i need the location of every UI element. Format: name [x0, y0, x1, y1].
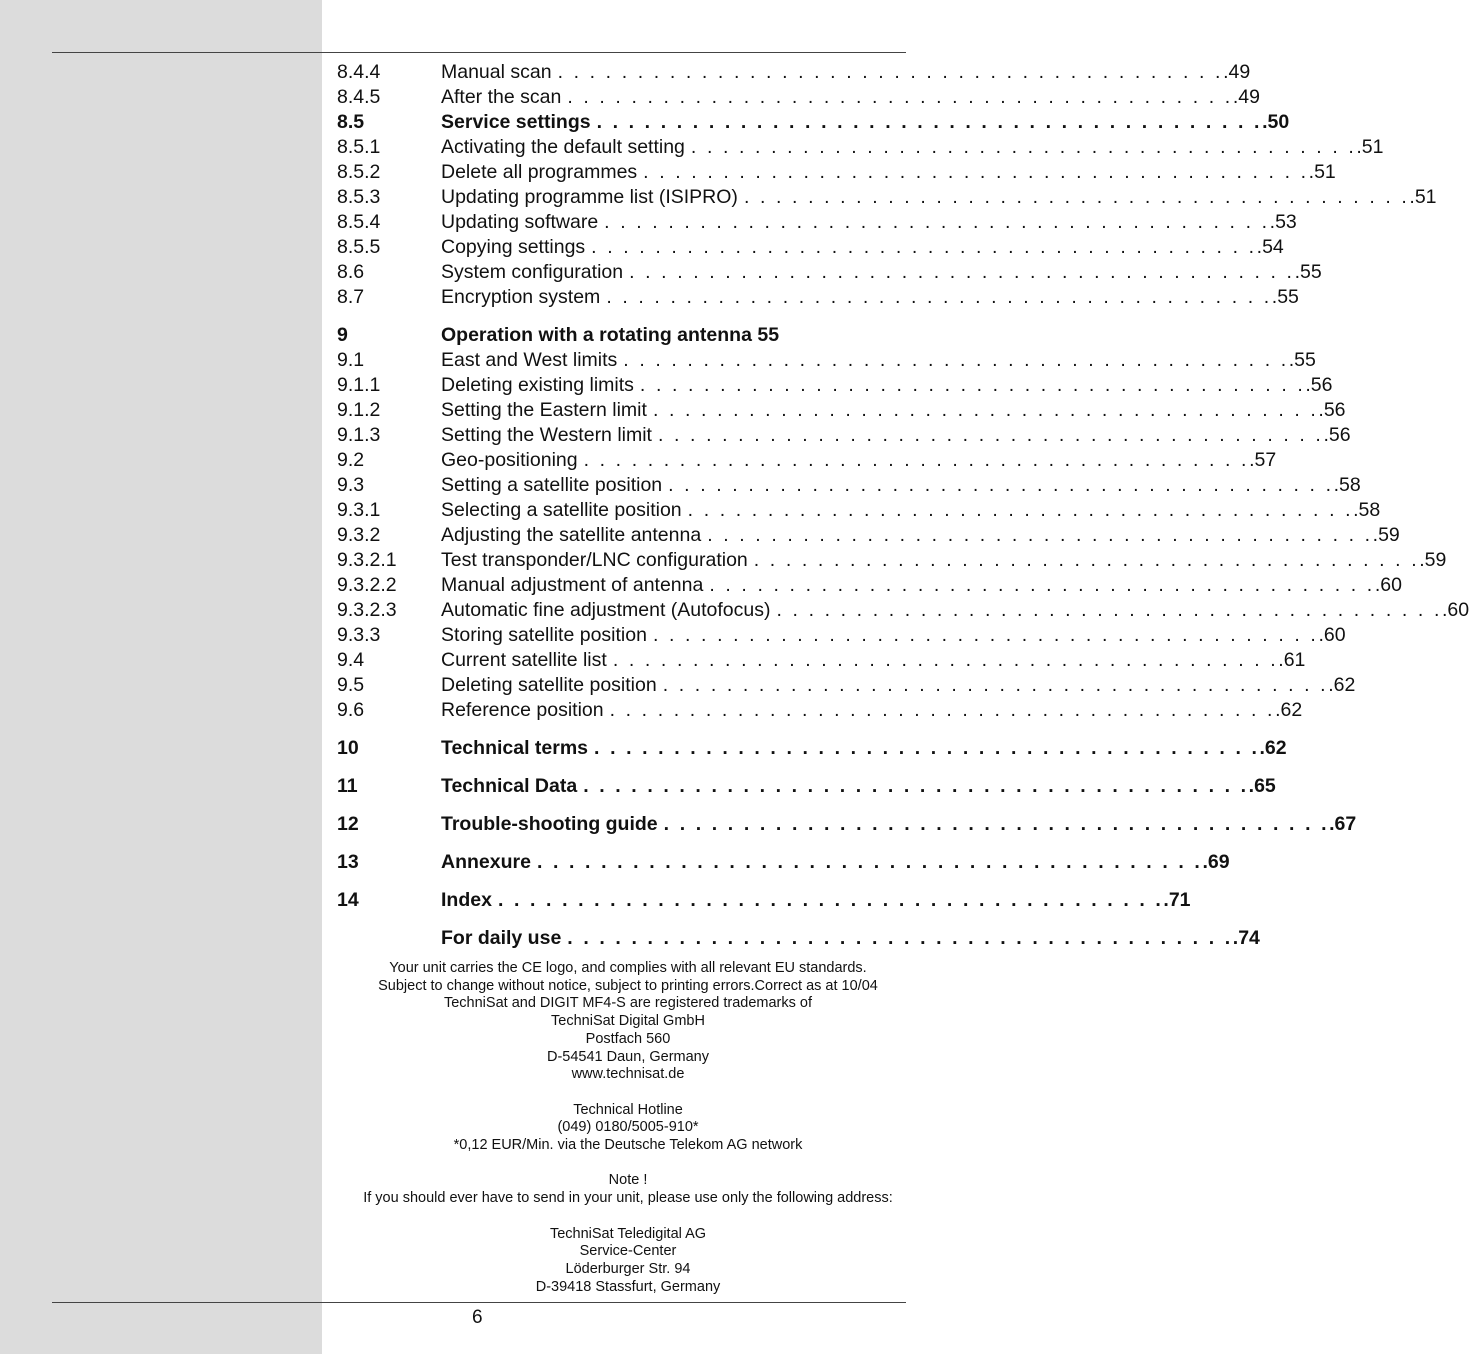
toc-entry-number: 8.6 [337, 261, 365, 283]
toc-entry-number: 9.3.2.2 [337, 574, 397, 596]
toc-entry-title: Storing satellite position [441, 624, 647, 646]
toc-entry-title: Deleting existing limits [441, 374, 634, 396]
toc-leader-dots: . . . . . . . . . . . . . . . . . . . . . . . . . . . . . . . . . . . . . . . . . . [652, 624, 1319, 646]
toc-entry-title: Annexure [441, 851, 531, 873]
toc-entry-page: .61 [1278, 649, 1306, 671]
toc-entry-page: .58 [1333, 474, 1361, 496]
toc-entry-page: .67 [1329, 813, 1357, 835]
toc-entry-number: 9.1 [337, 349, 365, 371]
toc-entry [337, 598, 1469, 623]
toc-leader-dots: . . . . . . . . . . . . . . . . . . . . . . . . . . . . . . . . . . . . . . . . . . [606, 286, 1272, 308]
toc-leader-dots: . . . . . . . . . . . . . . . . . . . . . . . . . . . . . . . . . . . . . . . . . . [709, 574, 1375, 596]
section-gap [337, 723, 857, 736]
toc-entry [337, 774, 1276, 799]
toc-entry-page: .54 [1256, 236, 1284, 258]
toc-entry-title: Operation with a rotating antenna 55 [441, 324, 780, 346]
toc-entry-number: 14 [337, 889, 359, 911]
footer-line: Technical Hotline [573, 1101, 683, 1118]
toc-leader-dots: . . . . . . . . . . . . . . . . . . . . . . . . . . . . . . . . . . . . . . . . . . [596, 111, 1263, 133]
toc-leader-dots: . . . . . . . . . . . . . . . . . . . . . . . . . . . . . . . . . . . . . . . . . . [663, 813, 1330, 835]
toc-entry-number: 8.4.5 [337, 86, 381, 108]
toc-entry-page: .55 [1294, 261, 1322, 283]
toc-leader-dots: . . . . . . . . . . . . . . . . . . . . . . . . . . . . . . . . . . . . . . . . . . [743, 186, 1410, 208]
toc-entry [337, 160, 1336, 185]
toc-entry-title: Setting the Western limit [441, 424, 652, 446]
toc-entry-number: 9 [337, 324, 348, 346]
toc-entry-title: Copying settings [441, 236, 586, 258]
footer-line: TechniSat and DIGIT MF4-S are registered trademarks of [443, 995, 813, 1012]
toc-entry [337, 323, 857, 348]
toc-entry-number: 9.3.2 [337, 524, 381, 546]
toc-entry-number: 13 [337, 851, 359, 873]
section-gap [337, 875, 857, 888]
toc-entry-page: .62 [1328, 674, 1356, 696]
toc-entry-number: 8.5.3 [337, 186, 381, 208]
footer-line [322, 1155, 934, 1173]
toc-entry [337, 210, 1297, 235]
footer-line: D-54541 Daun, Germany [547, 1048, 709, 1065]
toc-entry-page: .58 [1353, 499, 1381, 521]
toc-entry-number: 8.5.1 [337, 136, 381, 158]
toc-leader-dots: . . . . . . . . . . . . . . . . . . . . . . . . . . . . . . . . . . . . . . . . . . [643, 161, 1309, 183]
toc-entry-number: 9.1.3 [337, 424, 381, 446]
toc-entry-page: .60 [1441, 599, 1469, 621]
toc-entry-page: .53 [1269, 211, 1297, 233]
toc-entry [337, 185, 1437, 210]
toc-entry-number: 9.1.1 [337, 374, 381, 396]
footer-line: Löderburger Str. 94 [565, 1260, 691, 1277]
toc-entry [337, 85, 1260, 110]
footer-line [322, 1084, 934, 1102]
toc-leader-dots: . . . . . . . . . . . . . . . . . . . . . . . . . . . . . . . . . . . . . . . . . . [612, 649, 1279, 671]
toc-entry-number: 9.3.2.3 [337, 599, 397, 621]
toc-entry-page: .62 [1275, 699, 1303, 721]
toc-entry-page: .57 [1249, 449, 1277, 471]
footer-line: TechniSat Digital GmbH [551, 1013, 705, 1030]
footer-line [322, 1208, 934, 1226]
footer-line: Subject to change without notice, subject to printing errors.Correct as at 10/04 [378, 977, 878, 994]
section-gap [337, 799, 857, 812]
toc-entry-number: 9.4 [337, 649, 365, 671]
toc-entry-page: .50 [1262, 111, 1290, 133]
toc-entry-title: Trouble-shooting guide [441, 813, 658, 835]
toc-entry [337, 523, 1400, 548]
toc-entry-number: 9.2 [337, 449, 365, 471]
toc-entry-number: 9.3.2.1 [337, 549, 397, 571]
toc-entry-title: After the scan [441, 86, 562, 108]
toc-leader-dots: . . . . . . . . . . . . . . . . . . . . . . . . . . . . . . . . . . . . . . . . . . [497, 889, 1164, 911]
toc-entry-title: Test transponder/LNC configuration [441, 549, 748, 571]
toc-entry-title: East and West limits [441, 349, 618, 371]
table-of-contents [337, 60, 1469, 951]
toc-entry-page: .62 [1259, 737, 1287, 759]
footer-line: Your unit carries the CE logo, and complies with all relevant EU standards. [389, 960, 867, 976]
toc-entry-title: For daily use [441, 927, 562, 949]
toc-leader-dots: . . . . . . . . . . . . . . . . . . . . . . . . . . . . . . . . . . . . . . . . . . [707, 524, 1373, 546]
toc-entry-title: Current satellite list [441, 649, 607, 671]
toc-entry-title: Setting the Eastern limit [441, 399, 647, 421]
toc-entry-number: 9.5 [337, 674, 365, 696]
toc-leader-dots: . . . . . . . . . . . . . . . . . . . . . . . . . . . . . . . . . . . . . . . . . . [583, 775, 1249, 797]
footer-line: *0,12 EUR/Min. via the Deutsche Telekom AG network [453, 1137, 803, 1154]
toc-entry [337, 60, 1251, 85]
toc-entry-page: .59 [1419, 549, 1447, 571]
toc-entry-number: 8.4.4 [337, 61, 381, 83]
toc-entry-title: Setting a satellite position [441, 474, 663, 496]
toc-entry-number: 9.3 [337, 474, 365, 496]
footer-line: TechniSat Teledigital AG [549, 1225, 707, 1242]
toc-entry-number: 9.3.1 [337, 499, 381, 521]
toc-entry [337, 812, 1357, 837]
toc-entry-title: Deleting satellite position [441, 674, 657, 696]
toc-entry-number: 8.5 [337, 111, 365, 133]
toc-entry-title: System configuration [441, 261, 624, 283]
toc-entry-page: .60 [1374, 574, 1402, 596]
toc-leader-dots: . . . . . . . . . . . . . . . . . . . . . . . . . . . . . . . . . . . . . . . . . . [604, 211, 1270, 233]
toc-entry-number: 12 [337, 813, 359, 835]
toc-entry-number: 8.7 [337, 286, 365, 308]
toc-leader-dots: . . . . . . . . . . . . . . . . . . . . . . . . . . . . . . . . . . . . . . . . . . [662, 674, 1329, 696]
toc-leader-dots: . . . . . . . . . . . . . . . . . . . . . . . . . . . . . . . . . . . . . . . . . . [567, 927, 1233, 949]
toc-entry-number: 9.3.3 [337, 624, 381, 646]
toc-entry-page: .60 [1318, 624, 1346, 646]
toc-leader-dots: . . . . . . . . . . . . . . . . . . . . . . . . . . . . . . . . . . . . . . . . . . [609, 699, 1276, 721]
toc-entry-number: 8.5.5 [337, 236, 381, 258]
footer-line: If you should ever have to send in your unit, please use only the following address: [363, 1190, 893, 1207]
toc-entry [337, 548, 1447, 573]
toc-entry-title: Activating the default setting [441, 136, 685, 158]
toc-leader-dots: . . . . . . . . . . . . . . . . . . . . . . . . . . . . . . . . . . . . . . . . . . [652, 399, 1319, 421]
toc-leader-dots: . . . . . . . . . . . . . . . . . . . . . . . . . . . . . . . . . . . . . . . . . . [629, 261, 1295, 283]
toc-entry-title: Manual scan [441, 61, 552, 83]
footer-line: Postfach 560 [585, 1030, 671, 1047]
toc-entry-title: Updating software [441, 211, 599, 233]
top-rule [52, 52, 906, 53]
toc-entry-page: .56 [1318, 399, 1346, 421]
toc-entry [337, 473, 1361, 498]
toc-entry-page: .59 [1372, 524, 1400, 546]
toc-leader-dots: . . . . . . . . . . . . . . . . . . . . . . . . . . . . . . . . . . . . . . . . . . [690, 136, 1357, 158]
toc-entry-page: .51 [1356, 136, 1384, 158]
toc-entry-page: .51 [1409, 186, 1437, 208]
toc-entry-title: Index [441, 889, 492, 911]
toc-entry-title: Service settings [441, 111, 591, 133]
toc-entry-title: Automatic fine adjustment (Autofocus) [441, 599, 771, 621]
toc-entry [337, 673, 1356, 698]
toc-entry-title: Technical terms [441, 737, 589, 759]
toc-entry-page: .71 [1163, 889, 1191, 911]
toc-entry-number: 8.5.2 [337, 161, 381, 183]
toc-entry-number: 10 [337, 737, 359, 759]
toc-entry-page: .51 [1308, 161, 1336, 183]
toc-entry [337, 736, 1287, 761]
section-gap [337, 761, 857, 774]
toc-entry [337, 135, 1384, 160]
toc-entry [337, 285, 1299, 310]
toc-leader-dots: . . . . . . . . . . . . . . . . . . . . . . . . . . . . . . . . . . . . . . . . . . [567, 86, 1233, 108]
toc-leader-dots: . . . . . . . . . . . . . . . . . . . . . . . . . . . . . . . . . . . . . . . . . . [657, 424, 1324, 446]
toc-leader-dots: . . . . . . . . . . . . . . . . . . . . . . . . . . . . . . . . . . . . . . . . . . [776, 599, 1442, 621]
toc-entry-title: Encryption system [441, 286, 601, 308]
footer-line: D-39418 Stassfurt, Germany [535, 1278, 721, 1295]
toc-leader-dots: . . . . . . . . . . . . . . . . . . . . . . . . . . . . . . . . . . . . . . . . . . [591, 236, 1257, 258]
toc-entry-page: .49 [1223, 61, 1251, 83]
toc-entry-title: Geo-positioning [441, 449, 578, 471]
toc-entry-number: 9.6 [337, 699, 365, 721]
toc-leader-dots: . . . . . . . . . . . . . . . . . . . . . . . . . . . . . . . . . . . . . . . . . . [557, 61, 1224, 83]
toc-entry-title: Adjusting the satellite antenna [441, 524, 702, 546]
toc-entry-number: 9.1.2 [337, 399, 381, 421]
toc-entry-page: .74 [1232, 927, 1260, 949]
toc-entry-page: .69 [1202, 851, 1230, 873]
gray-side-panel [0, 0, 322, 1354]
toc-entry-title: Delete all programmes [441, 161, 638, 183]
toc-entry-page: .55 [1288, 349, 1316, 371]
toc-leader-dots: . . . . . . . . . . . . . . . . . . . . . . . . . . . . . . . . . . . . . . . . . . [623, 349, 1289, 371]
toc-entry-title: Updating programme list (ISIPRO) [441, 186, 738, 208]
toc-entry [337, 110, 1290, 135]
toc-entry [337, 373, 1333, 398]
footer-line: Note ! [608, 1172, 648, 1189]
toc-entry-page: .56 [1305, 374, 1333, 396]
toc-entry-title: Technical Data [441, 775, 578, 797]
page-number: 6 [472, 1307, 483, 1328]
toc-entry-page: .65 [1248, 775, 1276, 797]
footer-line: (049) 0180/5005-910* [557, 1119, 699, 1136]
footer-line: www.technisat.de [571, 1066, 685, 1083]
toc-leader-dots: . . . . . . . . . . . . . . . . . . . . . . . . . . . . . . . . . . . . . . . . . . [668, 474, 1334, 496]
toc-entry-number: 8.5.4 [337, 211, 381, 233]
toc-entry [337, 888, 1191, 913]
toc-entry [337, 648, 1306, 673]
toc-entry [337, 573, 1402, 598]
footer-line: Service-Center [579, 1243, 677, 1260]
toc-entry-title: Selecting a satellite position [441, 499, 682, 521]
toc-entry-number: 11 [337, 775, 358, 797]
toc-entry [337, 448, 1277, 473]
toc-leader-dots: . . . . . . . . . . . . . . . . . . . . . . . . . . . . . . . . . . . . . . . . . . [639, 374, 1306, 396]
toc-entry [337, 398, 1346, 423]
toc-entry-title: Reference position [441, 699, 604, 721]
toc-leader-dots: . . . . . . . . . . . . . . . . . . . . . . . . . . . . . . . . . . . . . . . . . . [583, 449, 1250, 471]
toc-entry [337, 926, 1260, 951]
toc-leader-dots: . . . . . . . . . . . . . . . . . . . . . . . . . . . . . . . . . . . . . . . . . . [594, 737, 1260, 759]
toc-entry-page: .55 [1271, 286, 1299, 308]
toc-entry [337, 235, 1284, 260]
toc-entry [337, 348, 1316, 373]
toc-entry [337, 698, 1303, 723]
toc-entry-title: Manual adjustment of antenna [441, 574, 704, 596]
toc-entry [337, 260, 1322, 285]
toc-leader-dots: . . . . . . . . . . . . . . . . . . . . . . . . . . . . . . . . . . . . . . . . . . [687, 499, 1354, 521]
toc-entry [337, 850, 1230, 875]
imprint-footer [322, 960, 934, 1296]
toc-entry [337, 423, 1351, 448]
toc-entry-page: .49 [1232, 86, 1260, 108]
bottom-rule [52, 1302, 906, 1303]
toc-entry [337, 498, 1381, 523]
section-gap [337, 913, 857, 926]
section-gap [337, 837, 857, 850]
toc-entry-page: .56 [1323, 424, 1351, 446]
toc-leader-dots: . . . . . . . . . . . . . . . . . . . . . . . . . . . . . . . . . . . . . . . . . . [536, 851, 1203, 873]
toc-leader-dots: . . . . . . . . . . . . . . . . . . . . . . . . . . . . . . . . . . . . . . . . . . [753, 549, 1420, 571]
toc-entry [337, 623, 1346, 648]
section-gap [337, 310, 857, 323]
